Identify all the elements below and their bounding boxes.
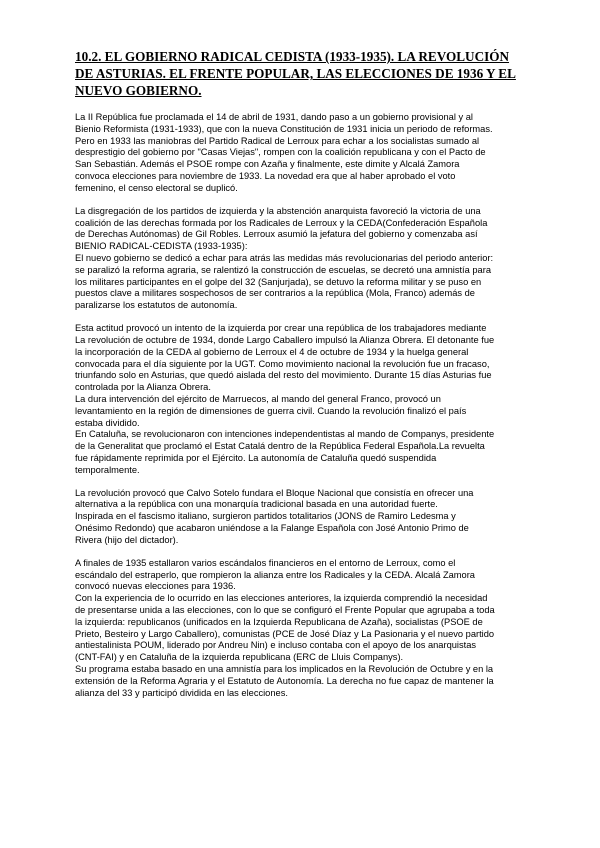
- paragraph-line: A finales de 1935 estallaron varios escándalos financieros en el entorno de Lerroux, como el: [75, 557, 456, 568]
- paragraph-line: puestos clave a militares sospechosos de ser contrarios a la república (Mola, Franco) además de: [75, 288, 475, 299]
- document-body: [75, 112, 533, 711]
- paragraph-line: de Derechas Autónomas) de Gil Robles. Lerroux asumió la jefatura del gobierno y comenzaba así: [75, 229, 478, 240]
- paragraph-line: extensión de la Reforma Agraria y el Estatuto de Autonomía. La derecha no fue capaz de mantener la: [75, 675, 494, 686]
- paragraph-line: En Cataluña, se revolucionaron con intenciones independentistas al mando de Companys, presidente: [75, 429, 495, 440]
- paragraph-line: convocada para el día siguiente por la UGT. Como movimiento nacional la revolución fue un fracaso,: [75, 358, 490, 369]
- paragraph-line: La revolución provocó que Calvo Sotelo fundara el Bloque Nacional que consistía en ofrecer una: [75, 487, 474, 498]
- paragraph-line: El nuevo gobierno se dedicó a echar para atrás las medidas más revolucionarias del periodo anterior:: [75, 252, 494, 263]
- paragraph: [75, 488, 533, 547]
- paragraph-line: Pero en 1933 las maniobras del Partido Radical de Lerroux para echar a los socialistas sumado al: [75, 135, 480, 146]
- paragraph-line: fue rápidamente reprimida por el Ejército. La autonomía de Cataluña quedó suspendida: [75, 452, 437, 463]
- paragraph-line: Rivera (hijo del dictador).: [75, 534, 179, 545]
- paragraph-line: Prieto, Besteiro y Largo Caballero), comunistas (PCE de José Díaz y La Pasionaria y el nuevo partido: [75, 628, 495, 639]
- paragraph-line: de la Generalitat que proclamó el Estat Catalá dentro de la República Federal Española.La revuelta: [75, 441, 485, 452]
- paragraph-line: se paralizó la reforma agraria, se ralentizó la construcción de escuelas, se decretó una amnistía para: [75, 264, 491, 275]
- paragraph-line: levantamiento en la región de dimensiones de guerra civil. Cuando la revolución finalizó el país: [75, 405, 467, 416]
- paragraph-line: escándalo del estraperlo, que rompieron la alianza entre los Radicales y la CEDA. Alcalá Zamora: [75, 569, 475, 580]
- paragraph: [75, 112, 533, 195]
- paragraph-line: convocó nuevas elecciones para 1936.: [75, 581, 236, 592]
- paragraph-line: (CNT-FAI) y en Cataluña de la izquierda republicana (ERC de Lluis Companys).: [75, 652, 404, 663]
- paragraph-line: convoca elecciones para noviembre de 1933. La novedad era que al haber aprobado el voto: [75, 170, 456, 181]
- paragraph-line: Con la experiencia de lo ocurrido en las elecciones anteriores, la izquierda comprendió la necesidad: [75, 593, 488, 604]
- paragraph-line: Esta actitud provocó un intento de la izquierda por crear una república de los trabajadores mediante: [75, 323, 487, 334]
- paragraph-line: La disgregación de los partidos de izquierda y la abstención anarquista favoreció la victoria de una: [75, 205, 481, 216]
- paragraph-line: Inspirada en el fascismo italiano, surgieron partidos totalitarios (JONS de Ramiro Ledesma y: [75, 511, 456, 522]
- paragraph-line: alianza del 33 y participó dividida en las elecciones.: [75, 687, 288, 698]
- paragraph-line: de presentarse unida a las elecciones, con lo que se configuró el Frente Popular que agrupaba a toda: [75, 605, 495, 616]
- paragraph-line: coalición de las derechas formada por los Radicales de Lerroux y la CEDA(Confederación Española: [75, 217, 488, 228]
- paragraph-line: desprestigio del gobierno por "Casas Viejas", rompen con la coalición republicana y con el Pacto de: [75, 147, 486, 158]
- paragraph-line: La dura intervención del ejército de Marruecos, al mando del general Franco, provocó un: [75, 393, 441, 404]
- paragraph-line: antiestalinista POUM, liderado por Andreu Nin) e incluso contaba con el apoyo de los anarquistas: [75, 640, 477, 651]
- paragraph: [75, 323, 533, 476]
- paragraph-line: la incorporación de la CEDA al gobierno de Lerroux el 4 de octubre de 1934 y la huelga general: [75, 346, 469, 357]
- paragraph: [75, 206, 533, 312]
- paragraph: [75, 558, 533, 700]
- paragraph-line: la izquierda: republicanos (unificados en la Izquierda Republicana de Azaña), socialistas (PSOE de: [75, 616, 483, 627]
- paragraph-line: temporalmente.: [75, 464, 140, 475]
- paragraph-line: Bienio Reformista (1931-1933), que con la nueva Constitución de 1931 inicia un periodo de reformas.: [75, 123, 493, 134]
- paragraph-line: La II República fue proclamada el 14 de abril de 1931, dando paso a un gobierno provisional y al: [75, 112, 473, 122]
- paragraph-line: San Sebastián. Además el PSOE rompe con Azaña y finalmente, este dimite y Alcalá Zamora: [75, 159, 460, 170]
- paragraph-line: La revolución de octubre de 1934, donde Largo Caballero impulsó la Alianza Obrera. El detonante fue: [75, 334, 495, 345]
- paragraph-line: controlada por la Alianza Obrera.: [75, 382, 211, 393]
- paragraph-line: Su programa estaba basado en una amnistía para los implicados en la Revolución de Octubre y en la: [75, 664, 494, 675]
- paragraph-line: estaba dividido.: [75, 417, 140, 428]
- paragraph-line: alternativa a la república con una monarquía tradicional basada en una autoridad fuerte.: [75, 499, 438, 510]
- paragraph-line: triunfando solo en Asturias, que quedó aislada del resto del movimiento. Durante 15 días Asturias fue: [75, 370, 492, 381]
- paragraph-line: Onésimo Redondo) que acabaron uniéndose a la Falange Española con José Antonio Primo de: [75, 523, 469, 534]
- document-title: 10.2. EL GOBIERNO RADICAL CEDISTA (1933-1935). LA REVOLUCIÓN DE ASTURIAS. EL FRENTE POPULAR, LAS ELECCIONES DE 1936 Y EL NUEVO GOBIERNO.: [75, 49, 516, 98]
- paragraph-line: BIENIO RADICAL-CEDISTA (1933-1935):: [75, 241, 248, 252]
- paragraph-line: los militares participantes en el golpe del 32 (Sanjurjada), se detuvo la reforma militar y se puso en: [75, 276, 482, 287]
- paragraph-line: femenino, el censo electoral se duplicó.: [75, 182, 238, 193]
- paragraph-line: paralizarse los estatutos de autonomía.: [75, 300, 238, 311]
